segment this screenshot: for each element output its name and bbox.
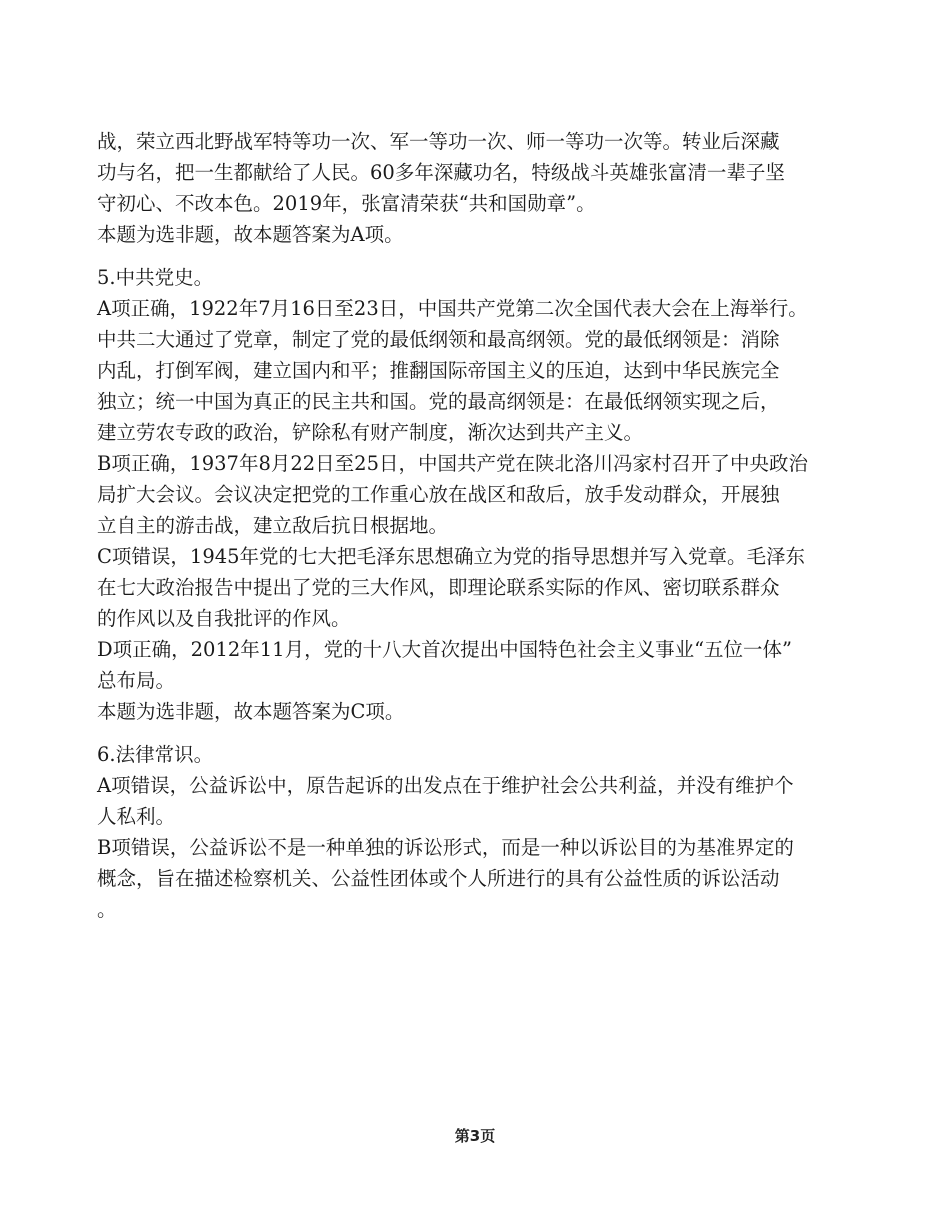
text-line: 本题为选非题，故本题答案为A项。 — [97, 223, 404, 246]
paragraph-gap — [97, 250, 865, 262]
page-number: 第3页 — [454, 1127, 496, 1145]
text-line: 中共二大通过了党章，制定了党的最低纲领和最高纲领。党的最低纲领是：消除 — [97, 328, 780, 351]
text-line: A项错误，公益诉讼中，原告起诉的出发点在于维护社会公共利益，并没有维护个 — [97, 774, 794, 797]
paragraph — [97, 448, 865, 541]
text-line: 立自主的游击战，建立敌后抗日根据地。 — [97, 514, 449, 537]
text-line: 局扩大会议。会议决定把党的工作重心放在战区和敌后，放手发动群众，开展独 — [97, 483, 780, 506]
text-line: 在七大政治报告中提出了党的三大作风，即理论联系实际的作风、密切联系群众 — [97, 576, 780, 599]
paragraph-gap — [97, 727, 865, 739]
paragraph — [97, 541, 865, 634]
text-line: 战，荣立西北野战军特等功一次、军一等功一次、师一等功一次等。转业后深藏 — [97, 130, 780, 153]
paragraph — [97, 262, 865, 293]
text-line: 的作风以及自我批评的作风。 — [97, 607, 351, 630]
paragraph — [97, 832, 865, 925]
text-line: B项错误，公益诉讼不是一种单独的诉讼形式，而是一种以诉讼目的为基准界定的 — [97, 836, 794, 859]
text-line: B项正确，1937年8月22日至25日，中国共产党在陕北洛川冯家村召开了中央政治 — [97, 452, 808, 475]
text-line: 人私利。 — [97, 805, 176, 828]
paragraph — [97, 293, 865, 448]
paragraph — [97, 696, 865, 727]
document-body — [97, 126, 865, 925]
text-line: 独立；统一中国为真正的民主共和国。党的最高纲领是：在最低纲领实现之后， — [97, 390, 780, 413]
text-line: D项正确，2012年11月，党的十八大首次提出中国特色社会主义事业“五位一体” — [97, 638, 793, 661]
text-line: 。 — [97, 898, 117, 921]
paragraph — [97, 126, 865, 219]
text-line: A项正确，1922年7月16日至23日，中国共产党第二次全国代表大会在上海举行。 — [97, 297, 808, 320]
paragraph — [97, 634, 865, 696]
text-line: 总布局。 — [97, 669, 176, 692]
text-line: 概念，旨在描述检察机关、公益性团体或个人所进行的具有公益性质的诉讼活动 — [97, 867, 780, 890]
paragraph — [97, 739, 865, 770]
paragraph — [97, 770, 865, 832]
text-line: 5.中共党史。 — [97, 266, 214, 289]
text-line: C项错误，1945年党的七大把毛泽东思想确立为党的指导思想并写入党章。毛泽东 — [97, 545, 806, 568]
text-line: 建立劳农专政的政治，铲除私有财产制度，渐次达到共产主义。 — [97, 421, 644, 444]
text-line: 功与名，把一生都献给了人民。60多年深藏功名，特级战斗英雄张富清一辈子坚 — [97, 161, 785, 184]
text-line: 内乱，打倒军阀，建立国内和平；推翻国际帝国主义的压迫，达到中华民族完全 — [97, 359, 780, 382]
paragraph — [97, 219, 865, 250]
text-line: 守初心、不改本色。2019年，张富清荣获“共和国勋章”。 — [97, 192, 596, 215]
text-line: 6.法律常识。 — [97, 743, 214, 766]
text-line: 本题为选非题，故本题答案为C项。 — [97, 700, 405, 723]
